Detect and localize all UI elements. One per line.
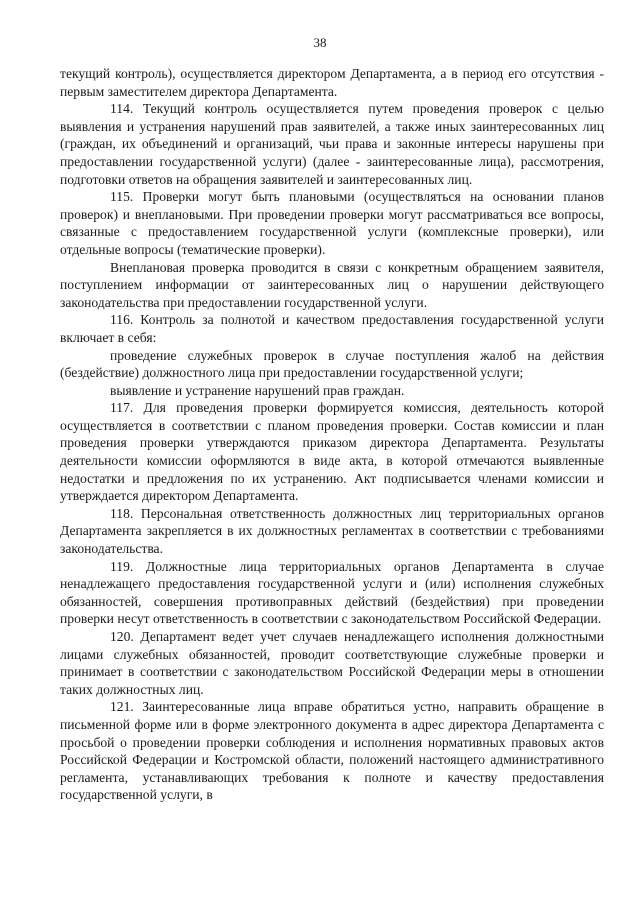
paragraph-120: 120. Департамент ведет учет случаев ненадлежащего исполнения должностными лицами служебных обязанностей, проводит соответствующие служебные проверки и принимает в соответствии с законодательством Российской Федерации меры в отношении таких должностных лиц. — [60, 629, 604, 697]
document-body — [60, 65, 604, 804]
paragraph-116-item-2: выявление и устранение нарушений прав граждан. — [110, 382, 405, 398]
paragraph-116-item-1: проведение служебных проверок в случае поступления жалоб на действия (бездействие) должностного лица при предоставлении государственной услуги; — [60, 347, 604, 381]
paragraph-116: 116. Контроль за полнотой и качеством предоставления государственной услуги включает в себя: — [60, 312, 604, 345]
paragraph-114: 114. Текущий контроль осуществляется путем проведения проверок с целью выявления и устранения нарушений прав заявителей, а также иных заинтересованных лиц (граждан, их объединений и организаций, чьи права и законные интересы нарушены при предоставлении государственной услуги) (далее - заинтересованные лица), рассмотрения, подготовки ответов на обращения заявителей и заинтересованных лиц. — [60, 101, 604, 187]
paragraph-117: 117. Для проведения проверки формируется комиссия, деятельность которой осуществляется в соответствии с планом проведения проверки. Состав комиссии и план проведения проверки утверждаются приказом директора Департамента. Результаты деятельности комиссии оформляются в виде акта, в которой отмечаются выявленные недостатки и предложения по их устранению. Акт подписывается членами комиссии и утверждается директором Департамента. — [60, 400, 604, 504]
paragraph-119: 119. Должностные лица территориальных органов Департамента в случае ненадлежащего предоставления государственной услуги и (или) исполнения служебных обязанностей, совершения противоправных действий (бездействия) при проведении проверки несут ответственность в соответствии с законодательством Российской Федерации. — [60, 558, 604, 627]
paragraph-unscheduled-inspection: Внеплановая проверка проводится в связи с конкретным обращением заявителя, поступлением информации от заинтересованных лиц о нарушении действующего законодательства при предоставлении государственной услуги. — [60, 259, 604, 310]
paragraph-continuation: текущий контроль), осуществляется директором Департамента, а в период его отсутствия - первым заместителем директора Департамента. — [60, 66, 604, 99]
paragraph-118: 118. Персональная ответственность должностных лиц территориальных органов Департамента закрепляется в их должностных регламентах в соответствии с требованиями законодательства. — [60, 505, 604, 557]
paragraph-115: 115. Проверки могут быть плановыми (осуществляться на основании планов проверок) и внеплановыми. При проведении проверки могут рассматриваться все вопросы, связанные с предоставлением государственной услуги (комплексные проверки), или отдельные вопросы (тематические проверки). — [60, 189, 604, 257]
page-number: 38 — [313, 35, 327, 50]
paragraph-121: 121. Заинтересованные лица вправе обратиться устно, направить обращение в письменной форме или в форме электронного документа в адрес директора Департамента с просьбой о проведении проверки соблюдения и исполнения нормативных правовых актов Российской Федерации и Костромской области, положений настоящего административного регламента, устанавливающих требования к полноте и качеству предоставления государственной услуги, в — [60, 699, 604, 803]
